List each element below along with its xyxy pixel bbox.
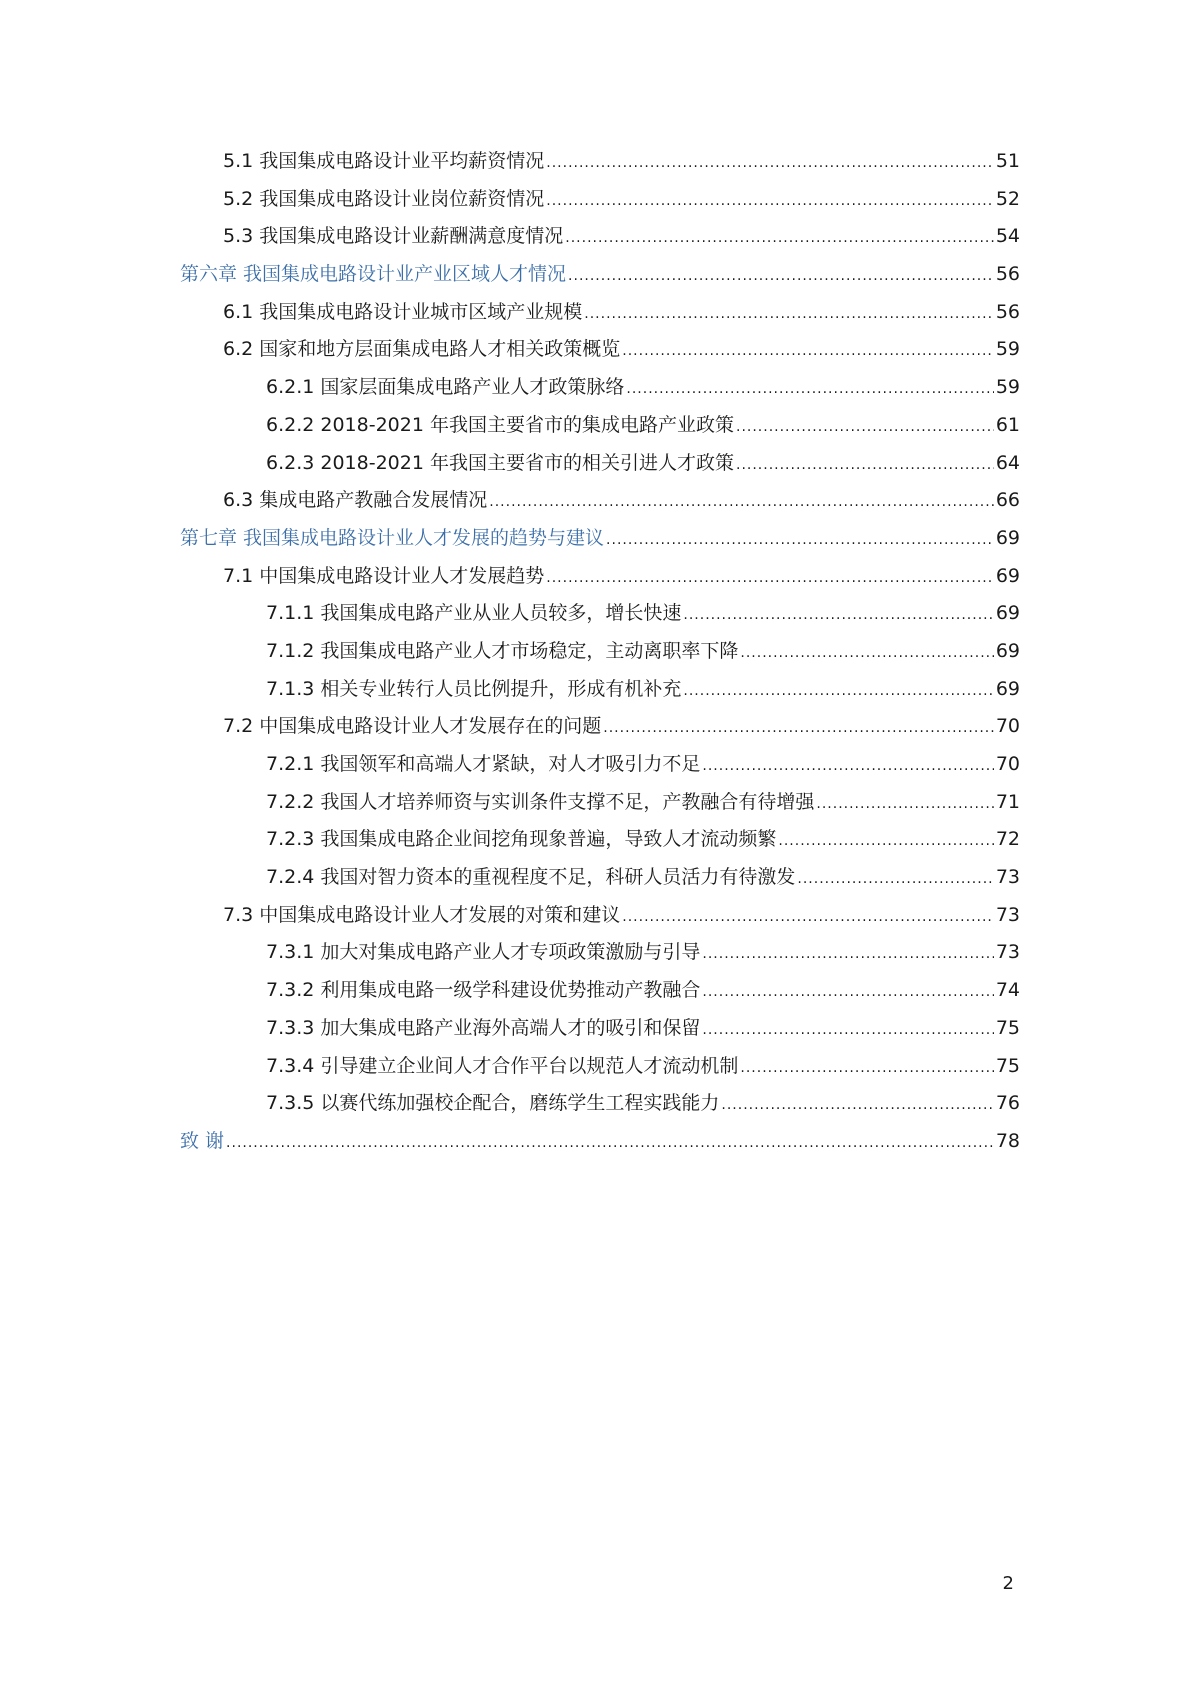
dot-leader — [565, 230, 994, 246]
toc-entry-page-number: 75 — [995, 1016, 1020, 1039]
toc-entry-subsection[interactable] — [180, 598, 1020, 636]
toc-entry-title: 7.1.1 我国集成电路产业从业人员较多，增长快速 — [266, 602, 682, 625]
toc-entry-page-number: 69 — [995, 677, 1020, 700]
dot-leader — [816, 796, 993, 812]
toc-entry-title: 7.3.2 利用集成电路一级学科建设优势推动产教融合 — [266, 979, 701, 1002]
toc-entry-page-number: 69 — [995, 639, 1020, 662]
dot-leader — [489, 494, 994, 510]
dot-leader — [683, 607, 993, 623]
toc-entry-title: 7.3.3 加大集成电路产业海外高端人才的吸引和保留 — [266, 1016, 701, 1039]
table-of-contents — [180, 146, 1020, 1164]
toc-entry-section[interactable] — [180, 297, 1020, 335]
dot-leader — [606, 532, 994, 548]
toc-entry-title: 7.3 中国集成电路设计业人才发展的对策和建议 — [223, 903, 621, 926]
toc-entry-section[interactable] — [180, 221, 1020, 259]
toc-entry-title: 6.2 国家和地方层面集成电路人才相关政策概览 — [223, 338, 621, 361]
toc-entry-chapter[interactable] — [180, 259, 1020, 297]
toc-entry-title: 第七章 我国集成电路设计业人才发展的趋势与建议 — [180, 526, 605, 549]
toc-entry-title: 7.3.4 引导建立企业间人才合作平台以规范人才流动机制 — [266, 1054, 739, 1077]
toc-entry-title: 7.1.3 相关专业转行人员比例提升，形成有机补充 — [266, 677, 682, 700]
toc-entry-title: 致 谢 — [180, 1129, 225, 1152]
toc-entry-title: 7.2.1 我国领军和高端人才紧缺，对人才吸引力不足 — [266, 753, 701, 775]
toc-entry-page-number: 71 — [995, 790, 1020, 813]
toc-entry-page-number: 66 — [995, 489, 1020, 512]
toc-entry-subsection[interactable] — [180, 674, 1020, 712]
toc-entry-page-number: 64 — [995, 451, 1020, 474]
toc-entry-page-number: 69 — [995, 564, 1020, 587]
toc-entry-subsection[interactable] — [180, 975, 1020, 1013]
dot-leader — [568, 268, 994, 284]
toc-entry-title: 6.3 集成电路产教融合发展情况 — [223, 489, 488, 512]
toc-entry-section[interactable] — [180, 485, 1020, 523]
toc-entry-page-number: 59 — [995, 376, 1020, 399]
toc-entry-page-number: 76 — [995, 1092, 1020, 1115]
toc-entry-subsection[interactable] — [180, 448, 1020, 486]
toc-entry-page-number: 56 — [995, 263, 1020, 286]
toc-entry-section[interactable] — [180, 561, 1020, 599]
toc-entry-section[interactable] — [180, 900, 1020, 938]
toc-entry-page-number: 78 — [995, 1129, 1020, 1152]
toc-entry-title: 6.2.2 2018-2021 年我国主要省市的集成电路产业政策 — [266, 413, 734, 436]
toc-entry-section[interactable] — [180, 711, 1020, 749]
toc-entry-page-number: 70 — [995, 715, 1020, 738]
toc-entry-page-number: 51 — [995, 150, 1020, 172]
toc-entry-subsection[interactable] — [180, 1013, 1020, 1051]
dot-leader — [721, 1097, 993, 1113]
toc-entry-title: 6.2.3 2018-2021 年我国主要省市的相关引进人才政策 — [266, 451, 734, 474]
toc-entry-title: 5.1 我国集成电路设计业平均薪资情况 — [223, 150, 545, 172]
dot-leader — [797, 871, 993, 887]
toc-entry-page-number: 73 — [995, 866, 1020, 889]
toc-entry-title: 6.1 我国集成电路设计业城市区域产业规模 — [223, 300, 583, 323]
toc-entry-title: 7.3.5 以赛代练加强校企配合，磨练学生工程实践能力 — [266, 1092, 720, 1115]
dot-leader — [226, 1135, 994, 1151]
dot-leader — [546, 570, 994, 586]
toc-entry-title: 6.2.1 国家层面集成电路产业人才政策脉络 — [266, 376, 625, 399]
toc-entry-subsection[interactable] — [180, 636, 1020, 674]
toc-entry-subsection[interactable] — [180, 410, 1020, 448]
dot-leader — [740, 1060, 993, 1076]
toc-entry-subsection[interactable] — [180, 787, 1020, 825]
toc-entry-subsection[interactable] — [180, 937, 1020, 975]
toc-entry-page-number: 61 — [995, 413, 1020, 436]
toc-entry-page-number: 56 — [995, 300, 1020, 323]
toc-entry-page-number: 70 — [995, 753, 1020, 775]
toc-entry-page-number: 73 — [995, 903, 1020, 926]
dot-leader — [702, 758, 993, 774]
toc-entry-page-number: 54 — [995, 225, 1020, 248]
toc-entry-section[interactable] — [180, 334, 1020, 372]
dot-leader — [584, 306, 994, 322]
toc-entry-page-number: 59 — [995, 338, 1020, 361]
page-number: 2 — [1002, 1573, 1014, 1594]
toc-entry-subsection[interactable] — [180, 749, 1020, 787]
toc-entry-title: 7.1 中国集成电路设计业人才发展趋势 — [223, 564, 545, 587]
dot-leader — [622, 909, 994, 925]
toc-entry-section[interactable] — [180, 184, 1020, 222]
toc-entry-chapter[interactable] — [180, 523, 1020, 561]
toc-entry-title: 7.2.4 我国对智力资本的重视程度不足，科研人员活力有待激发 — [266, 866, 796, 889]
dot-leader — [546, 155, 994, 171]
toc-entry-title: 第六章 我国集成电路设计业产业区域人才情况 — [180, 263, 567, 286]
toc-entry-page-number: 72 — [995, 828, 1020, 851]
toc-entry-page-number: 75 — [995, 1054, 1020, 1077]
toc-entry-title: 5.2 我国集成电路设计业岗位薪资情况 — [223, 187, 545, 210]
toc-entry-page-number: 69 — [995, 602, 1020, 625]
toc-entry-page-number: 52 — [995, 187, 1020, 210]
toc-entry-title: 7.1.2 我国集成电路产业人才市场稳定，主动离职率下降 — [266, 639, 739, 662]
dot-leader — [736, 419, 994, 435]
toc-entry-section[interactable] — [180, 146, 1020, 184]
dot-leader — [603, 720, 994, 736]
toc-entry-subsection[interactable] — [180, 1088, 1020, 1126]
toc-entry-title: 7.2 中国集成电路设计业人才发展存在的问题 — [223, 715, 602, 738]
dot-leader — [683, 683, 993, 699]
dot-leader — [622, 343, 994, 359]
toc-entry-page-number: 74 — [995, 979, 1020, 1002]
dot-leader — [736, 457, 994, 473]
toc-entry-page-number: 69 — [995, 526, 1020, 549]
toc-entry-subsection[interactable] — [180, 862, 1020, 900]
dot-leader — [740, 645, 993, 661]
toc-entry-title: 7.2.2 我国人才培养师资与实训条件支撑不足，产教融合有待增强 — [266, 790, 815, 813]
toc-entry-subsection[interactable] — [180, 824, 1020, 862]
dot-leader — [778, 833, 993, 849]
toc-entry-title: 7.3.1 加大对集成电路产业人才专项政策激励与引导 — [266, 941, 701, 964]
dot-leader — [702, 1022, 993, 1038]
dot-leader — [702, 984, 993, 1000]
dot-leader — [626, 381, 993, 397]
toc-entry-chapter[interactable] — [180, 1126, 1020, 1164]
dot-leader — [702, 946, 993, 962]
toc-entry-page-number: 73 — [995, 941, 1020, 964]
toc-entry-subsection[interactable] — [180, 372, 1020, 410]
dot-leader — [546, 193, 994, 209]
toc-entry-title: 5.3 我国集成电路设计业薪酬满意度情况 — [223, 225, 564, 248]
toc-entry-subsection[interactable] — [180, 1051, 1020, 1089]
toc-entry-title: 7.2.3 我国集成电路企业间挖角现象普遍，导致人才流动频繁 — [266, 828, 777, 851]
